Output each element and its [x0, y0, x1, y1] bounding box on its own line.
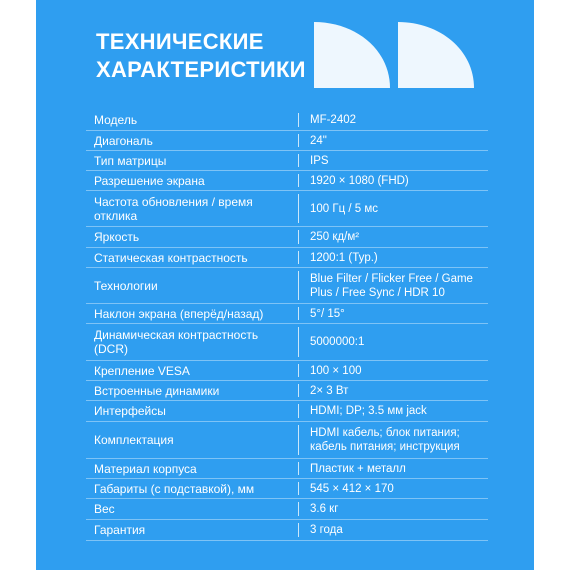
spec-row [86, 401, 488, 422]
spec-value: 1200:1 (Typ.) [310, 251, 378, 264]
column-divider [298, 154, 299, 167]
column-divider [298, 384, 299, 397]
column-divider [298, 462, 299, 475]
spec-label: Комплектация [94, 433, 174, 447]
column-divider [298, 194, 299, 223]
column-divider [298, 174, 299, 187]
spec-row [86, 499, 488, 520]
spec-label: Статическая контрастность [94, 250, 248, 265]
spec-value: HDMI кабель; блок питания; кабель питания; инструкция [310, 427, 460, 453]
spec-row [86, 479, 488, 499]
column-divider [298, 113, 299, 127]
spec-value: IPS [310, 154, 329, 167]
spec-row [86, 361, 488, 381]
spec-value: 3.6 кг [310, 503, 339, 515]
spec-label: Вес [94, 502, 115, 516]
spec-label: Интерфейсы [94, 404, 166, 418]
spec-row [86, 422, 488, 459]
column-divider [298, 502, 299, 516]
spec-row [86, 268, 488, 304]
page-title [96, 28, 306, 84]
spec-row [86, 324, 488, 361]
spec-value: 24" [310, 134, 327, 147]
column-divider [298, 482, 299, 495]
spec-value: 100 Гц / 5 мс [310, 202, 379, 215]
spec-label: Тип матрицы [94, 153, 167, 168]
spec-row [86, 248, 488, 268]
spec-label: Наклон экрана (вперёд/назад) [94, 306, 264, 321]
spec-row [86, 520, 488, 541]
spec-value: 1920 × 1080 (FHD) [310, 174, 409, 187]
column-divider [298, 251, 299, 264]
spec-label: Гарантия [94, 523, 146, 537]
spec-row [86, 110, 488, 131]
spec-row [86, 191, 488, 227]
spec-row [86, 304, 488, 324]
title-line-1: ТЕХНИЧЕСКИЕ [96, 29, 264, 54]
spec-label: Яркость [94, 230, 140, 244]
spec-label: Модель [94, 113, 138, 127]
spec-value: MF-2402 [310, 114, 357, 126]
spec-value: 3 года [310, 524, 343, 536]
spec-value: 2× 3 Вт [310, 384, 349, 397]
spec-label: Материал корпуса [94, 461, 197, 476]
column-divider [298, 230, 299, 244]
title-line-2: ХАРАКТЕРИСТИКИ [96, 57, 306, 82]
spec-label: Динамическая контрастность (DCR) [94, 328, 259, 356]
spec-row [86, 171, 488, 191]
spec-table [86, 110, 488, 541]
spec-value: 100 × 100 [310, 364, 362, 377]
column-divider [298, 404, 299, 418]
spec-row [86, 227, 488, 248]
spec-label: Технологии [94, 278, 158, 293]
spec-value: Пластик + металл [310, 462, 406, 475]
spec-label: Разрешение экрана [94, 173, 205, 188]
spec-row [86, 459, 488, 479]
column-divider [298, 425, 299, 455]
spec-label: Габариты (с подставкой), мм [94, 481, 255, 496]
spec-value: 5000000:1 [310, 336, 365, 348]
column-divider [298, 134, 299, 147]
spec-label: Крепление VESA [94, 363, 190, 378]
spec-label: Диагональ [94, 133, 153, 148]
spec-row [86, 381, 488, 401]
column-divider [298, 327, 299, 357]
spec-value: 250 кд/м² [310, 231, 360, 243]
spec-value: 5°/ 15° [310, 307, 345, 320]
spec-label: Частота обновления / время отклика [94, 194, 253, 223]
spec-row [86, 151, 488, 171]
spec-value: HDMI; DP; 3.5 мм jack [310, 405, 427, 417]
spec-row [86, 131, 488, 151]
spec-value: 545 × 412 × 170 [310, 482, 394, 495]
column-divider [298, 523, 299, 537]
column-divider [298, 307, 299, 320]
spec-value: Blue Filter / Flicker Free / Game Plus / Free Sync / HDR 10 [310, 272, 473, 299]
spec-label: Встроенные динамики [94, 383, 220, 398]
column-divider [298, 364, 299, 377]
column-divider [298, 271, 299, 300]
